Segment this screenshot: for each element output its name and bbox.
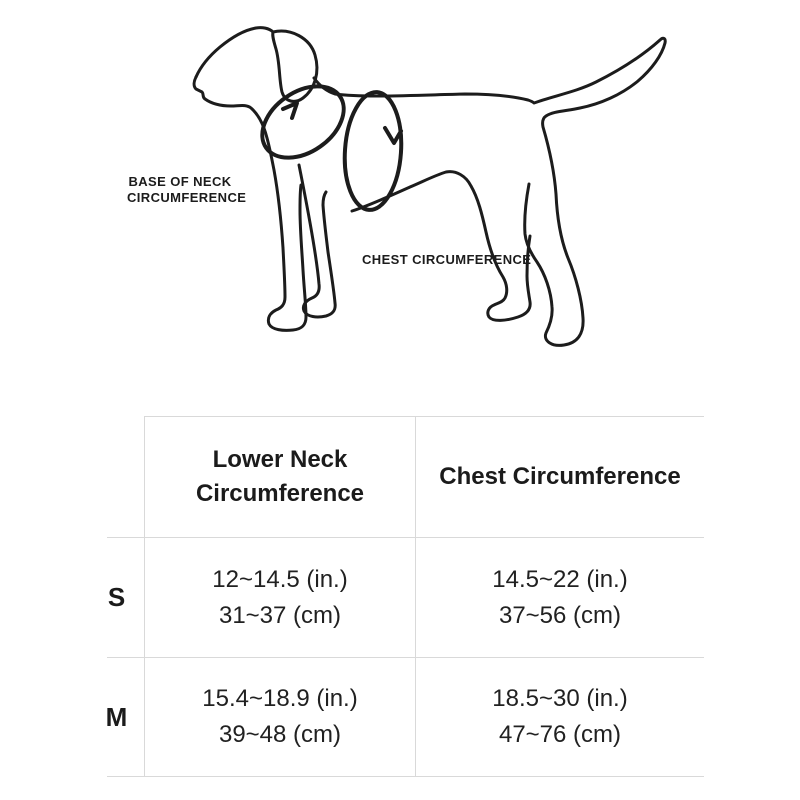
size-s-label: S (107, 537, 144, 657)
size-m-chest-cm: 47~76 (cm) (498, 721, 622, 748)
size-m-chest-inches: 18.5~30 (in.) (492, 685, 628, 712)
neck-measure-loop (249, 72, 357, 173)
base-of-neck-label-line1: BASE OF NECK (128, 174, 232, 189)
size-chart-table (107, 416, 704, 777)
size-s-chest-inches: 14.5~22 (in.) (492, 565, 628, 593)
size-m-neck-inches: 15.4~18.9 (in.) (202, 685, 358, 712)
size-m-neck-cell (144, 657, 415, 777)
header-neck-line2: Circumference (195, 480, 365, 507)
size-s-neck-cm: 31~37 (cm) (218, 601, 342, 629)
size-s-neck-inches: 12~14.5 (in.) (212, 565, 348, 593)
header-chest-column (415, 416, 704, 537)
base-of-neck-label-line2: CIRCUMFERENCE (127, 190, 247, 205)
header-chest-label: Chest Circumference (439, 463, 681, 490)
size-m-neck-cm: 39~48 (cm) (218, 721, 342, 748)
dog-back-tail-outline (314, 38, 665, 345)
size-s-chest-cm: 37~56 (cm) (498, 601, 622, 629)
dog-head-outline (196, 28, 273, 77)
size-s-chest-cell (415, 537, 704, 657)
base-of-neck-label (127, 174, 247, 206)
size-m-label: M (107, 657, 144, 777)
header-neck-column (144, 416, 415, 537)
header-neck-line1: Lower Neck (212, 446, 348, 473)
header-corner-cell (107, 416, 144, 537)
size-m-chest-cell (415, 657, 704, 777)
size-s-neck-cell (144, 537, 415, 657)
chest-circumference-label: CHEST CIRCUMFERENCE (362, 252, 532, 267)
neck-measure-arrowhead (283, 103, 297, 118)
dog-belly-rear-leg (352, 172, 530, 321)
